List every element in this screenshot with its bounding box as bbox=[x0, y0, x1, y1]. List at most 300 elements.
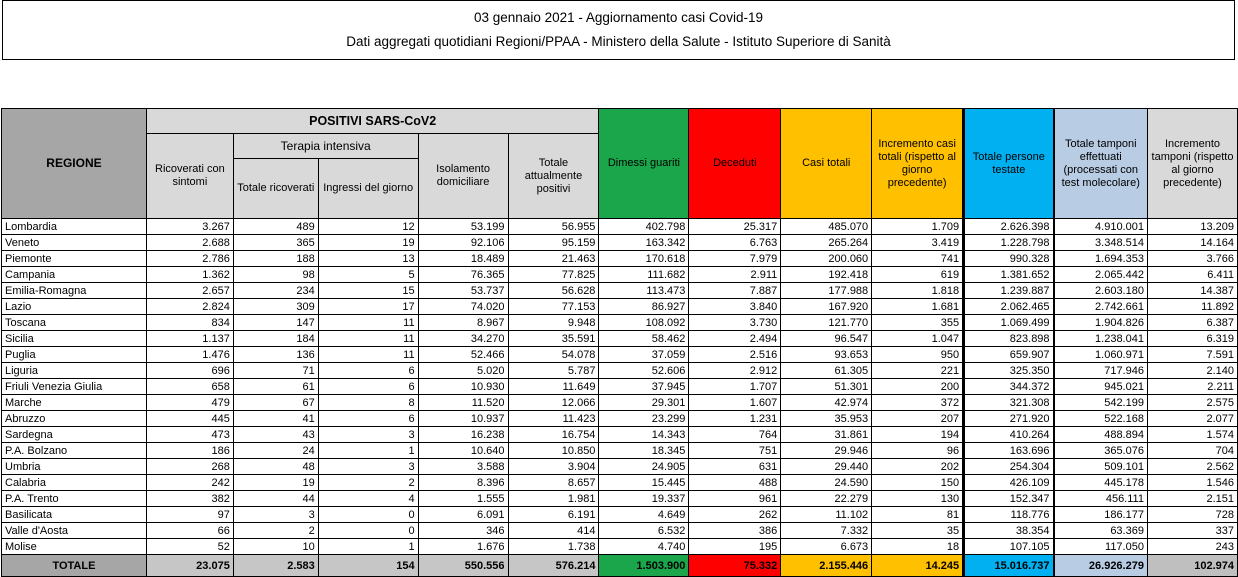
value-cell: 3.766 bbox=[1147, 251, 1237, 267]
value-cell: 2.657 bbox=[146, 283, 233, 299]
total-value-cell: 1.503.900 bbox=[599, 555, 689, 577]
value-cell: 717.946 bbox=[1054, 363, 1148, 379]
value-cell: 12.066 bbox=[508, 395, 599, 411]
value-cell: 382 bbox=[146, 491, 233, 507]
value-cell: 8.396 bbox=[418, 475, 508, 491]
value-cell: 29.440 bbox=[781, 459, 872, 475]
value-cell: 945.021 bbox=[1054, 379, 1148, 395]
value-cell: 479 bbox=[146, 395, 233, 411]
value-cell: 200.060 bbox=[781, 251, 872, 267]
value-cell: 42.974 bbox=[781, 395, 872, 411]
value-cell: 1.681 bbox=[872, 299, 964, 315]
table-row bbox=[2, 315, 1238, 331]
value-cell: 24 bbox=[233, 443, 318, 459]
value-cell: 410.264 bbox=[964, 427, 1054, 443]
table-row bbox=[2, 235, 1238, 251]
table-row bbox=[2, 331, 1238, 347]
value-cell: 751 bbox=[689, 443, 781, 459]
header-dimessi-guariti: Dimessi guariti bbox=[599, 109, 689, 219]
value-cell: 10.640 bbox=[418, 443, 508, 459]
value-cell: 200 bbox=[872, 379, 964, 395]
value-cell: 242 bbox=[146, 475, 233, 491]
total-label: TOTALE bbox=[2, 555, 147, 577]
value-cell: 426.109 bbox=[964, 475, 1054, 491]
table-row bbox=[2, 267, 1238, 283]
value-cell: 2.140 bbox=[1147, 363, 1237, 379]
value-cell: 3.730 bbox=[689, 315, 781, 331]
total-value-cell: 102.974 bbox=[1147, 555, 1237, 577]
value-cell: 43 bbox=[233, 427, 318, 443]
value-cell: 71 bbox=[233, 363, 318, 379]
value-cell: 741 bbox=[872, 251, 964, 267]
table-row bbox=[2, 539, 1238, 555]
value-cell: 18.345 bbox=[599, 443, 689, 459]
value-cell: 150 bbox=[872, 475, 964, 491]
value-cell: 19 bbox=[318, 235, 418, 251]
value-cell: 56.628 bbox=[508, 283, 599, 299]
region-name-cell: Marche bbox=[2, 395, 147, 411]
value-cell: 177.988 bbox=[781, 283, 872, 299]
report-title: 03 gennaio 2021 - Aggiornamento casi Covid-19 bbox=[474, 10, 763, 25]
report-subtitle: Dati aggregati quotidiani Regioni/PPAA - Ministero della Salute - Istituto Superiore di Sanità bbox=[346, 34, 891, 49]
value-cell: 2.912 bbox=[689, 363, 781, 379]
region-name-cell: Abruzzo bbox=[2, 411, 147, 427]
value-cell: 2.151 bbox=[1147, 491, 1237, 507]
value-cell: 1.047 bbox=[872, 331, 964, 347]
total-value-cell: 23.075 bbox=[146, 555, 233, 577]
value-cell: 2.494 bbox=[689, 331, 781, 347]
value-cell: 108.092 bbox=[599, 315, 689, 331]
value-cell: 7.887 bbox=[689, 283, 781, 299]
value-cell: 130 bbox=[872, 491, 964, 507]
value-cell: 53.199 bbox=[418, 219, 508, 235]
value-cell: 509.101 bbox=[1054, 459, 1148, 475]
value-cell: 1 bbox=[318, 443, 418, 459]
value-cell: 44 bbox=[233, 491, 318, 507]
region-name-cell: Campania bbox=[2, 267, 147, 283]
value-cell: 35.953 bbox=[781, 411, 872, 427]
table-row bbox=[2, 491, 1238, 507]
value-cell: 6.411 bbox=[1147, 267, 1237, 283]
value-cell: 9.948 bbox=[508, 315, 599, 331]
value-cell: 4.649 bbox=[599, 507, 689, 523]
region-name-cell: Valle d'Aosta bbox=[2, 523, 147, 539]
value-cell: 14.387 bbox=[1147, 283, 1237, 299]
value-cell: 1.069.499 bbox=[964, 315, 1054, 331]
value-cell: 6.387 bbox=[1147, 315, 1237, 331]
table-row bbox=[2, 363, 1238, 379]
value-cell: 1.818 bbox=[872, 283, 964, 299]
value-cell: 473 bbox=[146, 427, 233, 443]
value-cell: 1.238.041 bbox=[1054, 331, 1148, 347]
value-cell: 52 bbox=[146, 539, 233, 555]
total-value-cell: 154 bbox=[318, 555, 418, 577]
value-cell: 18.489 bbox=[418, 251, 508, 267]
value-cell: 113.473 bbox=[599, 283, 689, 299]
value-cell: 764 bbox=[689, 427, 781, 443]
value-cell: 2.516 bbox=[689, 347, 781, 363]
value-cell: 696 bbox=[146, 363, 233, 379]
header-deceduti: Deceduti bbox=[689, 109, 781, 219]
value-cell: 52.466 bbox=[418, 347, 508, 363]
value-cell: 38.354 bbox=[964, 523, 1054, 539]
value-cell: 3.904 bbox=[508, 459, 599, 475]
value-cell: 77.153 bbox=[508, 299, 599, 315]
value-cell: 12 bbox=[318, 219, 418, 235]
value-cell: 3.348.514 bbox=[1054, 235, 1148, 251]
value-cell: 23.299 bbox=[599, 411, 689, 427]
value-cell: 121.770 bbox=[781, 315, 872, 331]
total-value-cell: 2.583 bbox=[233, 555, 318, 577]
value-cell: 13 bbox=[318, 251, 418, 267]
value-cell: 52.606 bbox=[599, 363, 689, 379]
value-cell: 10.930 bbox=[418, 379, 508, 395]
value-cell: 63.369 bbox=[1054, 523, 1148, 539]
header-ricoverati-con-sintomi: Ricoverati con sintomi bbox=[146, 134, 233, 219]
table-row bbox=[2, 251, 1238, 267]
value-cell: 659.907 bbox=[964, 347, 1054, 363]
value-cell: 61.305 bbox=[781, 363, 872, 379]
region-name-cell: Lombardia bbox=[2, 219, 147, 235]
region-name-cell: P.A. Trento bbox=[2, 491, 147, 507]
total-row bbox=[2, 555, 1238, 577]
value-cell: 1.555 bbox=[418, 491, 508, 507]
value-cell: 37.059 bbox=[599, 347, 689, 363]
value-cell: 54.078 bbox=[508, 347, 599, 363]
value-cell: 6.673 bbox=[781, 539, 872, 555]
value-cell: 6.091 bbox=[418, 507, 508, 523]
value-cell: 14.343 bbox=[599, 427, 689, 443]
value-cell: 3.840 bbox=[689, 299, 781, 315]
value-cell: 2.077 bbox=[1147, 411, 1237, 427]
value-cell: 704 bbox=[1147, 443, 1237, 459]
value-cell: 35 bbox=[872, 523, 964, 539]
value-cell: 728 bbox=[1147, 507, 1237, 523]
value-cell: 2.562 bbox=[1147, 459, 1237, 475]
value-cell: 2.688 bbox=[146, 235, 233, 251]
value-cell: 19.337 bbox=[599, 491, 689, 507]
value-cell: 2 bbox=[318, 475, 418, 491]
value-cell: 11.892 bbox=[1147, 299, 1237, 315]
table-row bbox=[2, 219, 1238, 235]
value-cell: 1 bbox=[318, 539, 418, 555]
value-cell: 619 bbox=[872, 267, 964, 283]
value-cell: 24.905 bbox=[599, 459, 689, 475]
value-cell: 98 bbox=[233, 267, 318, 283]
value-cell: 355 bbox=[872, 315, 964, 331]
table-row bbox=[2, 299, 1238, 315]
value-cell: 234 bbox=[233, 283, 318, 299]
region-name-cell: Toscana bbox=[2, 315, 147, 331]
value-cell: 950 bbox=[872, 347, 964, 363]
value-cell: 7.591 bbox=[1147, 347, 1237, 363]
value-cell: 445 bbox=[146, 411, 233, 427]
value-cell: 325.350 bbox=[964, 363, 1054, 379]
value-cell: 67 bbox=[233, 395, 318, 411]
value-cell: 184 bbox=[233, 331, 318, 347]
value-cell: 6.191 bbox=[508, 507, 599, 523]
value-cell: 386 bbox=[689, 523, 781, 539]
value-cell: 265.264 bbox=[781, 235, 872, 251]
value-cell: 10.850 bbox=[508, 443, 599, 459]
value-cell: 8 bbox=[318, 395, 418, 411]
value-cell: 1.676 bbox=[418, 539, 508, 555]
value-cell: 542.199 bbox=[1054, 395, 1148, 411]
region-name-cell: Umbria bbox=[2, 459, 147, 475]
value-cell: 7.332 bbox=[781, 523, 872, 539]
value-cell: 22.279 bbox=[781, 491, 872, 507]
value-cell: 321.308 bbox=[964, 395, 1054, 411]
value-cell: 170.618 bbox=[599, 251, 689, 267]
region-name-cell: Emilia-Romagna bbox=[2, 283, 147, 299]
value-cell: 344.372 bbox=[964, 379, 1054, 395]
value-cell: 4.740 bbox=[599, 539, 689, 555]
value-cell: 11.102 bbox=[781, 507, 872, 523]
table-row bbox=[2, 411, 1238, 427]
value-cell: 8.967 bbox=[418, 315, 508, 331]
value-cell: 445.178 bbox=[1054, 475, 1148, 491]
value-cell: 6.532 bbox=[599, 523, 689, 539]
value-cell: 6.319 bbox=[1147, 331, 1237, 347]
region-name-cell: Sardegna bbox=[2, 427, 147, 443]
region-name-cell: Piemonte bbox=[2, 251, 147, 267]
value-cell: 488.894 bbox=[1054, 427, 1148, 443]
table-row bbox=[2, 427, 1238, 443]
value-cell: 195 bbox=[689, 539, 781, 555]
region-name-cell: Puglia bbox=[2, 347, 147, 363]
value-cell: 489 bbox=[233, 219, 318, 235]
value-cell: 3 bbox=[318, 459, 418, 475]
value-cell: 58.462 bbox=[599, 331, 689, 347]
region-name-cell: Liguria bbox=[2, 363, 147, 379]
value-cell: 24.590 bbox=[781, 475, 872, 491]
value-cell: 2.603.180 bbox=[1054, 283, 1148, 299]
header-incremento-tamponi: Incremento tamponi (rispetto al giorno precedente) bbox=[1147, 109, 1237, 219]
value-cell: 13.209 bbox=[1147, 219, 1237, 235]
value-cell: 1.239.887 bbox=[964, 283, 1054, 299]
value-cell: 271.920 bbox=[964, 411, 1054, 427]
value-cell: 268 bbox=[146, 459, 233, 475]
value-cell: 111.682 bbox=[599, 267, 689, 283]
value-cell: 6 bbox=[318, 363, 418, 379]
value-cell: 81 bbox=[872, 507, 964, 523]
value-cell: 188 bbox=[233, 251, 318, 267]
value-cell: 31.861 bbox=[781, 427, 872, 443]
covid-data-table bbox=[1, 108, 1238, 577]
value-cell: 402.798 bbox=[599, 219, 689, 235]
value-cell: 96.547 bbox=[781, 331, 872, 347]
header-tamponi-effettuati: Totale tamponi effettuati (processati con test molecolare) bbox=[1054, 109, 1148, 219]
header-persone-testate: Totale persone testate bbox=[964, 109, 1054, 219]
value-cell: 29.946 bbox=[781, 443, 872, 459]
region-name-cell: Basilicata bbox=[2, 507, 147, 523]
value-cell: 365 bbox=[233, 235, 318, 251]
value-cell: 1.707 bbox=[689, 379, 781, 395]
value-cell: 41 bbox=[233, 411, 318, 427]
table-row bbox=[2, 379, 1238, 395]
region-name-cell: Molise bbox=[2, 539, 147, 555]
value-cell: 29.301 bbox=[599, 395, 689, 411]
value-cell: 97 bbox=[146, 507, 233, 523]
table-row bbox=[2, 347, 1238, 363]
value-cell: 254.304 bbox=[964, 459, 1054, 475]
value-cell: 3 bbox=[233, 507, 318, 523]
value-cell: 10 bbox=[233, 539, 318, 555]
header-casi-totali: Casi totali bbox=[781, 109, 872, 219]
value-cell: 1.381.652 bbox=[964, 267, 1054, 283]
value-cell: 53.737 bbox=[418, 283, 508, 299]
value-cell: 2.911 bbox=[689, 267, 781, 283]
value-cell: 66 bbox=[146, 523, 233, 539]
region-name-cell: Sicilia bbox=[2, 331, 147, 347]
value-cell: 11.520 bbox=[418, 395, 508, 411]
total-value-cell: 26.926.279 bbox=[1054, 555, 1148, 577]
value-cell: 1.981 bbox=[508, 491, 599, 507]
value-cell: 21.463 bbox=[508, 251, 599, 267]
value-cell: 346 bbox=[418, 523, 508, 539]
value-cell: 118.776 bbox=[964, 507, 1054, 523]
header-isolamento-domiciliare: Isolamento domiciliare bbox=[418, 134, 508, 219]
value-cell: 0 bbox=[318, 523, 418, 539]
value-cell: 7.979 bbox=[689, 251, 781, 267]
value-cell: 522.168 bbox=[1054, 411, 1148, 427]
value-cell: 15 bbox=[318, 283, 418, 299]
total-value-cell: 576.214 bbox=[508, 555, 599, 577]
value-cell: 488 bbox=[689, 475, 781, 491]
value-cell: 485.070 bbox=[781, 219, 872, 235]
value-cell: 0 bbox=[318, 507, 418, 523]
table-body bbox=[2, 219, 1238, 555]
value-cell: 76.365 bbox=[418, 267, 508, 283]
value-cell: 61 bbox=[233, 379, 318, 395]
value-cell: 1.137 bbox=[146, 331, 233, 347]
value-cell: 1.694.353 bbox=[1054, 251, 1148, 267]
value-cell: 1.231 bbox=[689, 411, 781, 427]
value-cell: 186.177 bbox=[1054, 507, 1148, 523]
value-cell: 35.591 bbox=[508, 331, 599, 347]
value-cell: 456.111 bbox=[1054, 491, 1148, 507]
value-cell: 163.696 bbox=[964, 443, 1054, 459]
region-name-cell: Veneto bbox=[2, 235, 147, 251]
value-cell: 2.742.661 bbox=[1054, 299, 1148, 315]
value-cell: 11 bbox=[318, 347, 418, 363]
region-name-cell: Lazio bbox=[2, 299, 147, 315]
value-cell: 2.786 bbox=[146, 251, 233, 267]
value-cell: 5 bbox=[318, 267, 418, 283]
region-name-cell: Calabria bbox=[2, 475, 147, 491]
value-cell: 372 bbox=[872, 395, 964, 411]
value-cell: 92.106 bbox=[418, 235, 508, 251]
header-positivi-group: POSITIVI SARS-CoV2 bbox=[146, 109, 599, 134]
value-cell: 658 bbox=[146, 379, 233, 395]
value-cell: 163.342 bbox=[599, 235, 689, 251]
value-cell: 117.050 bbox=[1054, 539, 1148, 555]
total-value-cell: 15.016.737 bbox=[964, 555, 1054, 577]
header-totale-ricoverati: Totale ricoverati bbox=[233, 159, 318, 219]
value-cell: 2.062.465 bbox=[964, 299, 1054, 315]
value-cell: 3.419 bbox=[872, 235, 964, 251]
value-cell: 243 bbox=[1147, 539, 1237, 555]
value-cell: 186 bbox=[146, 443, 233, 459]
value-cell: 1.060.971 bbox=[1054, 347, 1148, 363]
value-cell: 5.787 bbox=[508, 363, 599, 379]
value-cell: 1.904.826 bbox=[1054, 315, 1148, 331]
value-cell: 51.301 bbox=[781, 379, 872, 395]
value-cell: 152.347 bbox=[964, 491, 1054, 507]
value-cell: 3 bbox=[318, 427, 418, 443]
value-cell: 136 bbox=[233, 347, 318, 363]
table-footer bbox=[2, 555, 1238, 577]
value-cell: 74.020 bbox=[418, 299, 508, 315]
value-cell: 18 bbox=[872, 539, 964, 555]
value-cell: 1.546 bbox=[1147, 475, 1237, 491]
total-value-cell: 14.245 bbox=[872, 555, 964, 577]
header-attualmente-positivi: Totale attualmente positivi bbox=[508, 134, 599, 219]
value-cell: 96 bbox=[872, 443, 964, 459]
value-cell: 77.825 bbox=[508, 267, 599, 283]
value-cell: 86.927 bbox=[599, 299, 689, 315]
value-cell: 414 bbox=[508, 523, 599, 539]
value-cell: 1.738 bbox=[508, 539, 599, 555]
value-cell: 990.328 bbox=[964, 251, 1054, 267]
value-cell: 3.588 bbox=[418, 459, 508, 475]
header-regione: REGIONE bbox=[2, 109, 147, 219]
value-cell: 1.607 bbox=[689, 395, 781, 411]
table-row bbox=[2, 523, 1238, 539]
value-cell: 11 bbox=[318, 331, 418, 347]
value-cell: 823.898 bbox=[964, 331, 1054, 347]
value-cell: 16.754 bbox=[508, 427, 599, 443]
value-cell: 25.317 bbox=[689, 219, 781, 235]
value-cell: 202 bbox=[872, 459, 964, 475]
total-value-cell: 550.556 bbox=[418, 555, 508, 577]
value-cell: 5.020 bbox=[418, 363, 508, 379]
report-title-box bbox=[2, 0, 1235, 60]
value-cell: 37.945 bbox=[599, 379, 689, 395]
value-cell: 207 bbox=[872, 411, 964, 427]
value-cell: 167.920 bbox=[781, 299, 872, 315]
value-cell: 2.065.442 bbox=[1054, 267, 1148, 283]
table-row bbox=[2, 459, 1238, 475]
value-cell: 2.824 bbox=[146, 299, 233, 315]
value-cell: 1.476 bbox=[146, 347, 233, 363]
value-cell: 3.267 bbox=[146, 219, 233, 235]
header-ingressi-del-giorno: Ingressi del giorno bbox=[318, 159, 418, 219]
table-row bbox=[2, 475, 1238, 491]
value-cell: 17 bbox=[318, 299, 418, 315]
value-cell: 48 bbox=[233, 459, 318, 475]
value-cell: 10.937 bbox=[418, 411, 508, 427]
value-cell: 961 bbox=[689, 491, 781, 507]
value-cell: 107.105 bbox=[964, 539, 1054, 555]
value-cell: 262 bbox=[689, 507, 781, 523]
value-cell: 147 bbox=[233, 315, 318, 331]
value-cell: 309 bbox=[233, 299, 318, 315]
value-cell: 1.362 bbox=[146, 267, 233, 283]
value-cell: 34.270 bbox=[418, 331, 508, 347]
value-cell: 6 bbox=[318, 411, 418, 427]
table-row bbox=[2, 283, 1238, 299]
value-cell: 1.574 bbox=[1147, 427, 1237, 443]
table-row bbox=[2, 395, 1238, 411]
value-cell: 8.657 bbox=[508, 475, 599, 491]
value-cell: 4 bbox=[318, 491, 418, 507]
value-cell: 2 bbox=[233, 523, 318, 539]
total-value-cell: 75.332 bbox=[689, 555, 781, 577]
value-cell: 16.238 bbox=[418, 427, 508, 443]
value-cell: 1.709 bbox=[872, 219, 964, 235]
value-cell: 2.211 bbox=[1147, 379, 1237, 395]
